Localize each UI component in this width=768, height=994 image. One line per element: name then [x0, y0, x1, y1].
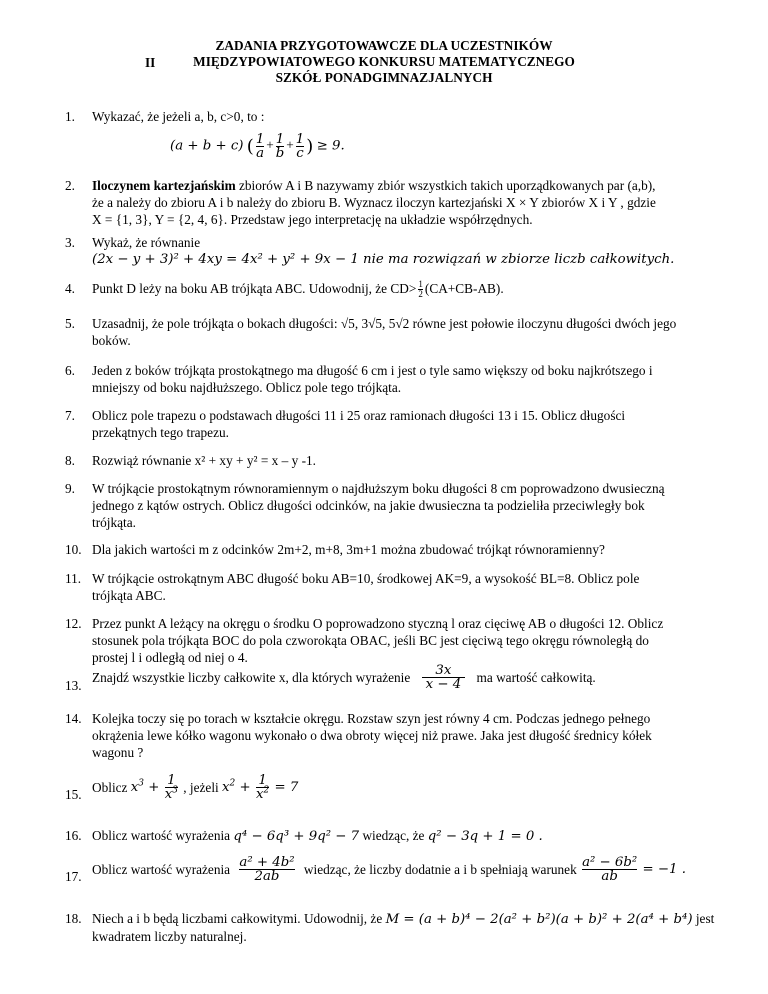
task-number: 6. — [65, 363, 75, 378]
task-3 — [65, 234, 725, 268]
task-6 — [65, 362, 725, 396]
task-text: Wykazać, że jeżeli a, b, c>0, to : — [92, 109, 265, 124]
task-text-line: trójkąta ABC. — [92, 588, 166, 603]
task-text-line: boków. — [92, 333, 131, 348]
task-number: 14. — [65, 711, 82, 726]
header-roman-numeral: II — [145, 55, 156, 70]
fraction: $\frac{3x}{x - 4}$ — [422, 664, 466, 691]
task-11 — [65, 570, 725, 604]
task-number: 10. — [65, 542, 82, 557]
task-text-line: kwadratem liczby naturalnej. — [92, 929, 247, 944]
task-number: 17. — [65, 869, 82, 884]
task-12 — [65, 615, 725, 666]
task-14 — [65, 710, 725, 761]
task-text-line: Oblicz pole trapezu o podstawach długości 11 i 25 oraz ramionach długości 13 i 15. Oblicz długości — [92, 408, 626, 423]
task-text-line: przekątnych tego trapezu. — [92, 425, 229, 440]
task-text-line: Iloczynem kartezjańskim zbiorów A i B nazywamy zbiór wszystkich takich uporządkowanych par (a,b), — [92, 178, 656, 193]
task-1 — [65, 108, 725, 160]
task-5 — [65, 315, 725, 349]
task-8 — [65, 452, 725, 469]
task-formula: (a + b + c) ( $\frac{1}{a}$ + $\frac{1}{b}$ + $\frac{1}{c}$ ) ≥ 9. — [170, 132, 345, 161]
task-text-line: X = {1, 3}, Y = {2, 4, 6}. Przedstaw jego interpretację na układzie współrzędnych. — [92, 212, 533, 227]
task-number: 9. — [65, 481, 75, 496]
task-number: 2. — [65, 178, 75, 193]
task-text-line: jednego z kątów ostrych. Oblicz długości odcinków, na jakie dwusieczna ta podzieliła przeciwległy bok — [92, 498, 645, 513]
task-15: 15. Oblicz $x^3$ + $\frac{1}{x^3}$ , jeżeli $x^2$ + $\frac{1}{x^2}$ = 7 — [65, 773, 299, 802]
document-header — [0, 38, 768, 86]
task-text-line: trójkąta. — [92, 515, 136, 530]
task-2 — [65, 177, 725, 228]
task-text-line: mniejszy od boku najdłuższego. Oblicz pole tego trójkąta. — [92, 380, 402, 395]
task-number: 8. — [65, 453, 75, 468]
task-text: Dla jakich wartości m z odcinków 2m+2, m+8, 3m+1 można zbudować trójkąt równoramienny? — [92, 542, 605, 557]
task-13: 13. Znajdź wszystkie liczby całkowite x, dla których wyrażenie $\frac{3x}{x - 4}$ ma wartość całkowitą. — [65, 663, 596, 693]
task-text: Znajdź wszystkie liczby całkowite x, dla których wyrażenie — [92, 670, 411, 685]
task-text-line: Uzasadnij, że pole trójkąta o bokach długości: √5, 3√5, 5√2 równe jest połowie iloczynu długości dwóch jego — [92, 316, 677, 331]
task-number: 18. — [65, 911, 82, 926]
task-text-line: W trójkącie ostrokątnym ABC długość boku AB=10, środkowej AK=9, a wysokość BL=8. Oblicz pole — [92, 571, 640, 586]
task-7 — [65, 407, 725, 441]
task-number: 3. — [65, 235, 75, 250]
task-text-line: Wykaż, że równanie — [92, 235, 201, 250]
task-text-line: W trójkącie prostokątnym równoramiennym o najdłuższym boku długości 8 cm poprowadzono dwusieczną — [92, 481, 665, 496]
task-text-line: stosunek pola trójkąta BOC do pola czworokąta OBAC, jeśli BC jest cięciwą tego okręgu równoległą do — [92, 633, 649, 648]
task-text: Punkt D leży na boku AB trójkąta ABC. Udowodnij, że CD> — [92, 281, 417, 296]
task-number: 7. — [65, 408, 75, 423]
task-number: 13. — [65, 678, 82, 693]
task-text-line: Przez punkt A leżący na okręgu o środku O poprowadzono styczną l oraz cięciwę AB o długości 12. Oblicz — [92, 616, 664, 631]
header-line-2: MIĘDZYPOWIATOWEGO KONKURSU MATEMATYCZNEGO — [193, 54, 575, 69]
task-text-line: Kolejka toczy się po torach w kształcie okręgu. Rozstaw szyn jest równy 4 cm. Podczas jednego pełnego — [92, 711, 651, 726]
header-line-1: ZADANIA PRZYGOTOWAWCZE DLA UCZESTNIKÓW — [215, 38, 553, 53]
task-number: 16. — [65, 828, 82, 843]
task-text: Rozwiąż równanie x² + xy + y² = x – y -1. — [92, 453, 316, 468]
task-10 — [65, 541, 725, 558]
task-text-line: prostej l i odległą od niej o 4. — [92, 650, 248, 665]
task-text-line: Jeden z boków trójkąta prostokątnego ma długość 6 cm i jest o tyle samo większy od boku najkrótszego i — [92, 363, 653, 378]
task-formula: (2x − y + 3)² + 4xy = 4x² + y² + 9x − 1 nie ma rozwiązań w zbiorze liczb całkowitych. — [92, 252, 675, 267]
task-number: 11. — [65, 571, 82, 586]
task-text-line: że a należy do zbioru A i b należy do zbioru B. Wyznacz iloczyn kartezjański X × Y zbiorów X i Y , gdzie — [92, 195, 656, 210]
task-4: 4. Punkt D leży na boku AB trójkąta ABC. Udowodnij, że CD> $\frac{1}{2}$ (CA+CB-AB). — [65, 279, 504, 300]
task-9 — [65, 480, 725, 531]
task-number: 15. — [65, 787, 82, 802]
task-number: 1. — [65, 109, 75, 124]
header-line-3: SZKÓŁ PONADGIMNAZJALNYCH — [275, 70, 493, 85]
task-number: 5. — [65, 316, 75, 331]
task-16: 16. Oblicz wartość wyrażenia q⁴ − 6q³ + 9q² − 7 wiedząc, że q² − 3q + 1 = 0 . — [65, 828, 543, 844]
task-18: 18. Niech a i b będą liczbami całkowitymi. Udowodnij, że M = (a + b)⁴ − 2(a² + b²)(a + b)² + 2(a⁴ + b⁴) jest kwadratem liczby naturalnej. — [65, 910, 725, 945]
task-number: 4. — [65, 281, 75, 296]
task-text-line: wagonu ? — [92, 745, 144, 760]
task-text-line: okrążenia lewe kółko wagonu wykonało o dwa obroty więcej niż prawe. Jaka jest długość średnicy kółek — [92, 728, 652, 743]
task-17: 17. Oblicz wartość wyrażenia $\frac{\text{a² + 4b²}}{2ab}$ wiedząc, że liczby dodatnie a i b spełniają warunek $\frac{\text{a² − 6b²}}{ab}$ = −1 . — [65, 855, 686, 884]
task-number: 12. — [65, 616, 82, 631]
